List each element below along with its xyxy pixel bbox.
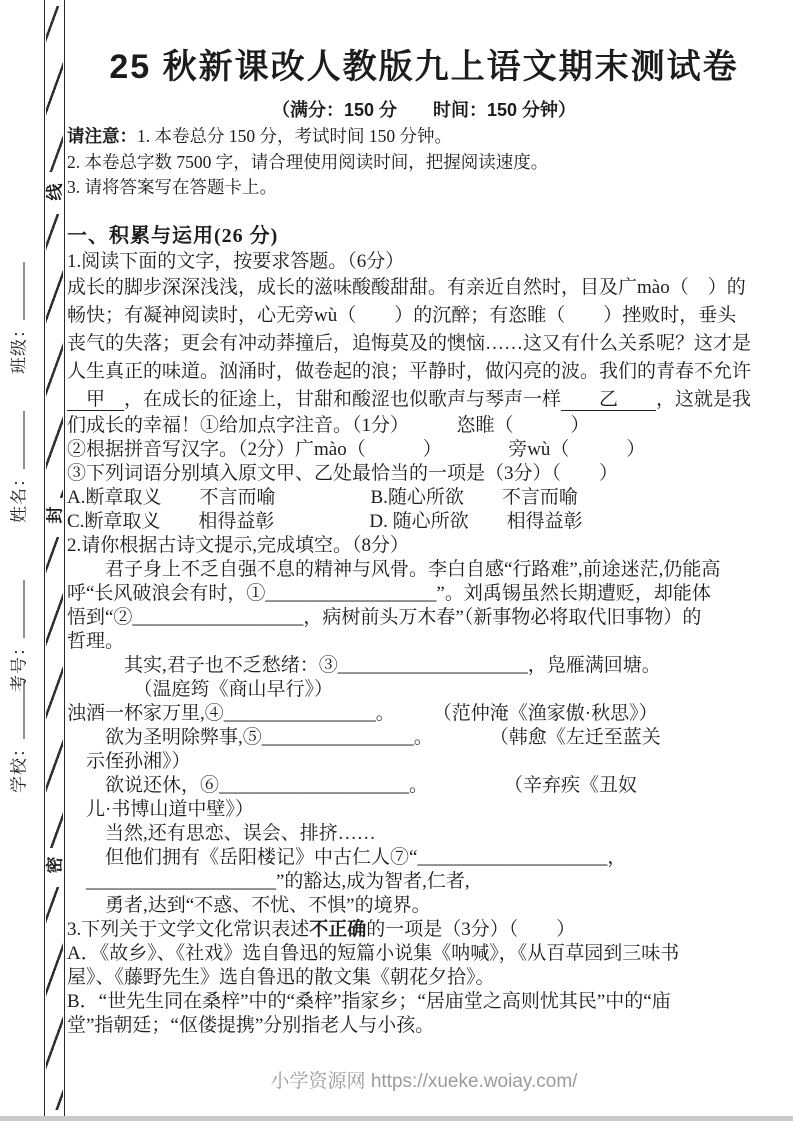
text-segment: 哲理。 xyxy=(67,630,125,652)
text-line xyxy=(67,798,781,822)
text-segment: 示侄孙湘》） xyxy=(67,750,191,772)
text-line xyxy=(67,966,781,990)
text-line xyxy=(67,630,781,654)
text-line xyxy=(67,274,781,302)
text-segment: 当然,还有思恋、误会、排挤…… xyxy=(67,822,376,844)
text-segment: 一、积累与运用(26 分) xyxy=(67,224,279,247)
field-class xyxy=(5,262,30,374)
text-line xyxy=(67,386,781,414)
text-segment: C.断章取义 相得益彰 D. 随心所欲 相得益彰 xyxy=(67,510,583,532)
text-segment: 1.阅读下面的文字，按要求答题。（6分） xyxy=(67,250,405,272)
text-segment: 成长的脚步深深浅浅，成长的滋味酸酸甜甜。有亲近自然时，目及广mào（ ）的 xyxy=(67,276,746,298)
score-time-line: （满分：150 分 时间：150 分钟） xyxy=(271,100,577,120)
text-segment: 呼“长风破浪会有时，①__________________”。刘禹锡虽然长期遭贬，却能体 xyxy=(67,582,711,604)
text-line xyxy=(67,250,781,274)
text-segment: 人生真正的味道。汹涌时，做卷起的浪；平静时，做闪亮的波。我们的青春不允许 xyxy=(67,360,752,382)
seal-char-feng: 封 xyxy=(45,506,64,524)
text-segment: 堂”指朝廷；“伛偻提携”分别指老人与小孩。 xyxy=(67,1014,435,1036)
text-line xyxy=(67,918,781,942)
field-class-label: 班级： xyxy=(9,320,29,374)
text-segment: 悟到“②__________________，病树前头万木春”（新事物必将取代旧事物）的 xyxy=(67,606,702,628)
seal-line-column xyxy=(44,0,65,1116)
text-segment: 屋》、《藤野先生》选自鲁迅的散文集《朝花夕拾》。 xyxy=(67,966,495,988)
text-segment: B．“世先生同在桑梓”中的“桑梓”指家乡；“居庙堂之高则忧其民”中的“庙 xyxy=(67,990,671,1012)
seal-hatching xyxy=(46,6,63,172)
text-line xyxy=(67,558,781,582)
text-line xyxy=(67,582,781,606)
page-bottom-edge xyxy=(0,1116,793,1121)
fill-blank xyxy=(7,411,25,469)
text-segment: 甲 xyxy=(67,388,125,410)
text-line xyxy=(67,822,781,846)
text-line xyxy=(67,726,781,750)
text-line xyxy=(67,606,781,630)
text-line xyxy=(67,750,781,774)
seal-hatching xyxy=(46,214,63,498)
text-line xyxy=(67,894,781,918)
text-segment: 的一项是（3分）（ ） xyxy=(366,918,576,940)
text-line xyxy=(67,702,781,726)
text-line xyxy=(67,846,781,870)
text-segment: ③下列词语分别填入原文甲、乙处最恰当的一项是（3分）（ ） xyxy=(67,462,619,484)
notice-block xyxy=(67,124,781,201)
fill-blank xyxy=(7,580,25,638)
text-segment: 浊酒一杯家万里,④________________。 （范仲淹《渔家傲·秋思》） xyxy=(67,702,658,724)
page-title: 25 秋新课改人教版九上语文期末测试卷 xyxy=(109,48,739,86)
text-line xyxy=(67,302,781,330)
text-line xyxy=(67,510,781,534)
text-segment: ②根据拼音写汉字。（2分）广mào（ ） 旁wù（ ） xyxy=(67,438,646,460)
text-line xyxy=(67,1014,781,1038)
text-line xyxy=(67,870,781,894)
text-segment: 欲为圣明除弊事,⑤________________。 （韩愈《左迁至蓝关 xyxy=(67,726,661,748)
field-name xyxy=(5,411,30,523)
text-segment: 君子身上不乏自强不息的精神与风骨。李白自感“行路难”,前途迷茫,仍能高 xyxy=(67,558,721,580)
text-line xyxy=(67,223,781,249)
text-line xyxy=(67,486,781,510)
field-school-label: 学校： xyxy=(9,739,29,793)
text-line xyxy=(67,774,781,798)
text-segment: 畅快；有凝神阅读时，心无旁wù（ ）的沉醉；有恣睢（ ）挫败时，垂头 xyxy=(67,304,737,326)
text-line xyxy=(67,942,781,966)
field-school xyxy=(5,681,30,793)
text-line xyxy=(67,330,781,358)
text-segment: 其实,君子也不乏愁绪：③____________________，凫雁满回塘。 xyxy=(67,654,661,676)
text-segment: 欲说还休，⑥____________________。 （辛弃疾《丑奴 xyxy=(67,774,638,796)
text-segment: 乙 xyxy=(561,388,657,410)
text-segment: 们成长的幸福！①给加点字注音。（1分） 恣睢（ ） xyxy=(67,414,590,436)
notice-text: 1. 本卷总分 150 分，考试时间 150 分钟。 xyxy=(137,126,452,146)
seal-hatching xyxy=(46,887,63,1110)
text-segment: A．《故乡》、《社戏》选自鲁迅的短篇小说集《呐喊》，《从百草园到三味书 xyxy=(67,942,680,964)
fill-blank xyxy=(7,262,25,320)
text-segment: 但他们拥有《岳阳楼记》中古仁人⑦“____________________， xyxy=(67,846,627,868)
text-segment: 3.下列关于文学文化常识表述 xyxy=(67,918,310,940)
text-line xyxy=(67,990,781,1014)
text-line xyxy=(67,534,781,558)
seal-char-line: 线 xyxy=(45,183,64,201)
notice-text: 3. 请将答案写在答题卡上。 xyxy=(67,177,277,197)
field-exam-number xyxy=(5,580,30,692)
text-segment: （温庭筠《商山早行》） xyxy=(67,678,334,700)
exam-body xyxy=(67,223,781,1038)
text-line xyxy=(67,358,781,386)
text-line xyxy=(67,678,781,702)
notice-label: 请注意： xyxy=(67,126,137,146)
text-segment: ，这就是我 xyxy=(656,388,752,410)
text-segment: 丧气的失落；更会有冲动莽撞后，追悔莫及的懊恼……这又有什么关系呢？这才是 xyxy=(67,332,752,354)
text-line xyxy=(67,462,781,486)
text-segment: A.断章取义 不言而喻 B.随心所欲 不言而喻 xyxy=(67,486,578,508)
text-line xyxy=(67,438,781,462)
exam-content xyxy=(67,0,781,1038)
notice-text: 2. 本卷总字数 7500 字，请合理使用阅读时间，把握阅读速度。 xyxy=(67,151,549,172)
text-line xyxy=(67,414,781,438)
footer-site-text: 小学资源网 https://xueke.woiay.com/ xyxy=(270,1071,578,1092)
text-segment: 勇者,达到“不惑、不忧、不惧”的境界。 xyxy=(67,894,431,916)
seal-hatching xyxy=(46,537,63,848)
text-line xyxy=(67,654,781,678)
text-segment: 不正确 xyxy=(309,918,367,940)
text-segment: 2.请你根据古诗文提示,完成填空。（8分） xyxy=(67,534,410,556)
text-segment: ，在成长的征途上，甘甜和酸涩也似歌声与琴声一样 xyxy=(124,388,562,410)
seal-char-mi: 密 xyxy=(45,856,64,874)
notice-line xyxy=(67,124,781,150)
fill-blank xyxy=(7,681,25,739)
field-exam-number-label: 考号： xyxy=(9,638,29,692)
field-name-label: 姓名： xyxy=(9,469,29,523)
text-segment: 儿·书博山道中壁》） xyxy=(67,798,254,820)
text-segment: ____________________”的豁达,成为智者,仁者, xyxy=(67,870,470,892)
footer-watermark xyxy=(67,1066,781,1093)
